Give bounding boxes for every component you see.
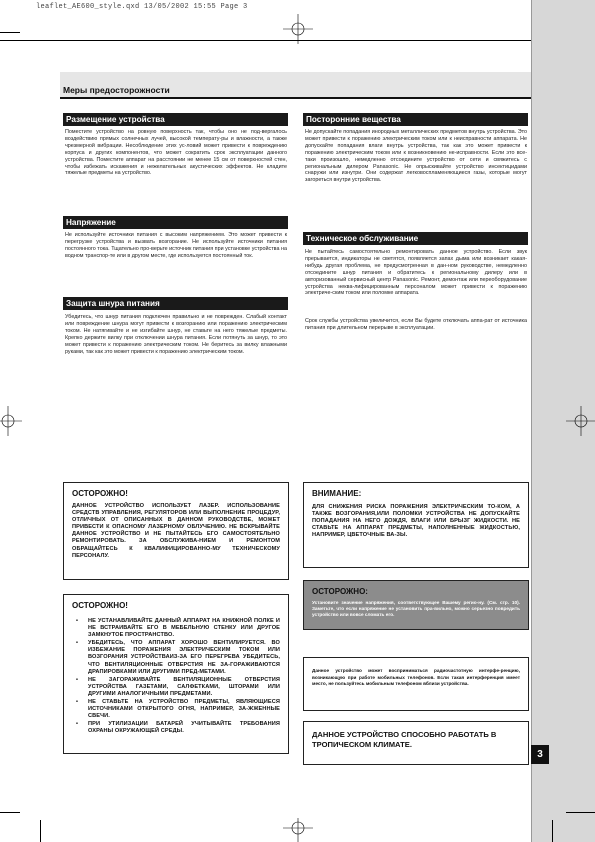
registration-mark-left [0, 406, 22, 436]
tropical-box [303, 721, 529, 765]
laser-warning-title: ОСТОРОЖНО! [72, 489, 128, 498]
install-warning-item: • НЕ ЗАГОРАЖИВАЙТЕ ВЕНТИЛЯЦИОННЫЕ ОТВЕРСТИЯ УСТРОЙСТВА ГАЗЕТАМИ, САЛФЕТКАМИ, ШТОРАМИ ИЛИ ДРУГИМИ АНАЛОГИЧНЫМИ ПРЕДМЕТАМИ. [72, 677, 280, 698]
radio-interference-text: Данное устройство может восприниматься радиочастотную интерфе-ренцию, возникающую при работе мобильных телефонов. Если такая интерференция имеет место, не пользуйтесь мобильным телефоном вблизи устройства. [312, 668, 520, 687]
install-warning-box [63, 594, 289, 754]
install-warning-item: • НЕ УСТАНАВЛИВАЙТЕ ДАННЫЙ АППАРАТ НА КНИЖНОЙ ПОЛКЕ И НЕ ВСТРАИВАЙТЕ ЕГО В МЕБЕЛЬНУЮ СТЕНКУ ИЛИ ДРУГОЕ ЗАМКНУТОЕ ПРОСТРАНСТВО. [72, 618, 280, 639]
install-warning-item: • ПРИ УТИЛИЗАЦИИ БАТАРЕЙ УЧИТЫВАЙТЕ ТРЕБОВАНИЯ ОХРАНЫ ОКРУЖАЮЩЕЙ СРЕДЫ. [72, 721, 280, 735]
section-text-foreign: Не допускайте попадания инородных металлических предметов внутрь устройства. Это может привести к поражению электрическим током или к неисправности аппарата. Не допускайте попадания влаги внутрь устройства, так как это может привести к поражению электрическим током или к возникновению не-исправности. Если это все-таки произошло, немедленно отсоедините устройство от сети и свяжитесь с региональным дилером Panasonic. Не опрыскивайте устройство инсектицидами снаружи или изнутри. Они содержат легковоспламеняющиеся газы, которые могут загореться внутри устройства. [305, 129, 527, 184]
install-warning-item: • НЕ СТАВЬТЕ НА УСТРОЙСТВО ПРЕДМЕТЫ, ЯВЛЯЮЩИЕСЯ ИСТОЧНИКАМИ ОТКРЫТОГО ОГНЯ, НАПРИМЕР, ЗА-ЖЖЕННЫЕ СВЕЧИ. [72, 699, 280, 720]
registration-mark-right [566, 406, 595, 436]
top-rule-long [0, 40, 531, 41]
attention-title: ВНИМАНИЕ: [312, 489, 362, 498]
section-title-cord: Защита шнура питания [63, 297, 288, 310]
page-number: 3 [537, 749, 543, 760]
section-title-foreign: Посторонние вещества [303, 113, 528, 126]
file-slug: leaflet_AE600_style.qxd 13/05/2002 15:55 Page 3 [36, 3, 248, 11]
voltage-caution-title: ОСТОРОЖНО: [312, 587, 368, 596]
install-warning-item: • УБЕДИТЕСЬ, ЧТО АППАРАТ ХОРОШО ВЕНТИЛИРУЕТСЯ. ВО ИЗБЕЖАНИЕ ПОРАЖЕНИЯ ЭЛЕКТРИЧЕСКИМ ТОКОМ ИЛИ ВОЗГОРАНИЯ УСТРОЙСТВАИЗ-ЗА ЕГО ПЕРЕГРЕВА УБЕДИТЕСЬ, ЧТО ВЕНТИЛЯЦИОННЫЕ ОТВЕРСТИЯ НЕ ЗА-ГОРАЖИВАЮТСЯ ДРАПИРОВКАМИ ИЛИ ДРУГИМИ ПРЕД-МЕТАМИ. [72, 640, 280, 675]
side-strip-divider [531, 0, 532, 842]
title-underline [60, 97, 531, 99]
voltage-caution-box [303, 580, 529, 630]
section-text-voltage: Не используйте источники питания с высоким напряжением. Это может привести к перегрузке устройства и вызвать возгорание. Не используйте источники питания постоянного тока. Тщательно про-верьте источник питания при установке устройства на водном транспор-те или в другом месте, где используется постоянный ток. [65, 232, 287, 259]
install-warning-title: ОСТОРОЖНО! [72, 601, 128, 610]
bottom-rule-right [566, 812, 595, 813]
attention-box [303, 482, 529, 568]
attention-text: ДЛЯ СНИЖЕНИЯ РИСКА ПОРАЖЕНИЯ ЭЛЕКТРИЧЕСКИМ ТО-КОМ, А ТАКЖЕ ВОЗГОРАНИЯ,ИЛИ ПОЛОМКИ УСТРОЙСТВА НЕ ДОПУСКАЙТЕ ПОПАДАНИЯ НА НЕГО ДОЖДЯ, ВЛАГИ ИЛИ БРЫЗГ ЖИДКОСТИ. НЕ СТАВЬТЕ НА АППАРАТ ПРЕДМЕТЫ, НАПОЛНЕННЫЕ ЖИДКОСТЬЮ, НАПРИМЕР, ЦВЕТОЧНЫЕ ВА-ЗЫ. [312, 504, 520, 539]
laser-warning-text: ДАННОЕ УСТРОЙСТВО ИСПОЛЬЗУЕТ ЛАЗЕР. ИСПОЛЬЗОВАНИЕ СРЕДСТВ УПРАВЛЕНИЯ, РЕГУЛЯТОРОВ ИЛИ ВЫПОЛНЕНИЕ ПРОЦЕДУР, ОТЛИЧНЫХ ОТ ОПИСАННЫХ В ДАННОМ РУКОВОДСТВЕ, МОЖЕТ ПРИВЕСТИ К ОПАСНОМУ ЛАЗЕРНОМУ ОБЛУЧЕНИЮ. НЕ ВСКРЫВАЙТЕ ДАННОЕ УСТРОЙСТВО И НЕ ПЫТАЙТЕСЬ ЕГО САМОСТОЯТЕЛЬНО РЕМОНТИРОВАТЬ. ЗА ОБСЛУЖИВА-НИЕМ И РЕМОНТОМ ОБРАЩАЙТЕСЬ К КВАЛИФИЦИРОВАННО-МУ ТЕХНИЧЕСКОМУ ПЕРСОНАЛУ. [72, 503, 280, 559]
section-title-voltage: Напряжение [63, 216, 288, 229]
radio-interference-box [303, 657, 529, 711]
crop-line-left [40, 820, 41, 842]
section-text-service-1: Не пытайтесь самостоятельно ремонтировать данное устройство. Если звук прерывается, индикаторы не светятся, появляется запах дыма или возникает какая-нибудь другая проблема, не предусмотренная в дан-ном руководстве, немедленно отсоедините шнур питания и обратитесь к региональному дилеру или в авторизованный сервисный центр Panasonic. Ремонт, демонтаж или переоборудование устройства неква-лифицированным персоналом может привести к поражению электриче-ским током или поломке аппарата. [305, 249, 527, 297]
bottom-rule-left [0, 812, 20, 813]
section-text-placement: Поместите устройство на ровную поверхность так, чтобы оно не под-вергалось воздействию прямых солнечных лучей, высокой температу-ры и влажности, а также чрезмерной вибрации. Несоблюдение этих ус-ловий может привести к повреждению корпуса и других компонентов, что может сократить срок эксплуатации данного устройства. Поместите аппарат на расстоянии не менее 15 см от поверхностей стен, чтобы избежать искажения и нежелательных акустических эффектов. Не кладите тяжелые предметы на устройство. [65, 129, 287, 177]
section-title-service: Техническое обслуживание [303, 232, 528, 245]
tropical-text: ДАННОЕ УСТРОЙСТВО СПОСОБНО РАБОТАТЬ В ТРОПИЧЕСКОМ КЛИМАТЕ. [312, 730, 497, 750]
crop-line-right [552, 820, 553, 842]
top-rule-short [0, 32, 20, 33]
laser-warning-box [63, 482, 289, 580]
registration-mark-bottom [283, 818, 313, 842]
section-text-cord: Убедитесь, что шнур питания подключен правильно и не поврежден. Слабый контакт или повреждение шнура могут привести к возгоранию или поражению электрическим током. Не натягивайте и не изгибайте шнур, не ставьте на него тяжелые предметы. Крепко держите вилку при отключении шнура питания. Если потянуть за шнур, то это может привести к поражению электрическим током. Не беритесь за вилку влажными руками, так как это может привести к поражению электрическим током. [65, 314, 287, 355]
page-number-tab [531, 745, 549, 764]
page-title: Меры предосторожности [63, 85, 170, 95]
install-warning-list [72, 618, 280, 736]
registration-mark-top [283, 14, 313, 44]
voltage-caution-text: Установите значение напряжения, соответствующее Вашему регио-ну. (См. стр. 10). Заметьте, что если напряжение не установить пра-вильно, можно серьезно повредить устройство или вовсе сломать его. [312, 600, 520, 618]
section-text-service-2: Срок службы устройства увеличится, если Вы будете отключать аппа-рат от источника питания при длительном перерыве в эксплуатации. [305, 318, 527, 331]
section-title-placement: Размещение устройства [63, 113, 288, 126]
